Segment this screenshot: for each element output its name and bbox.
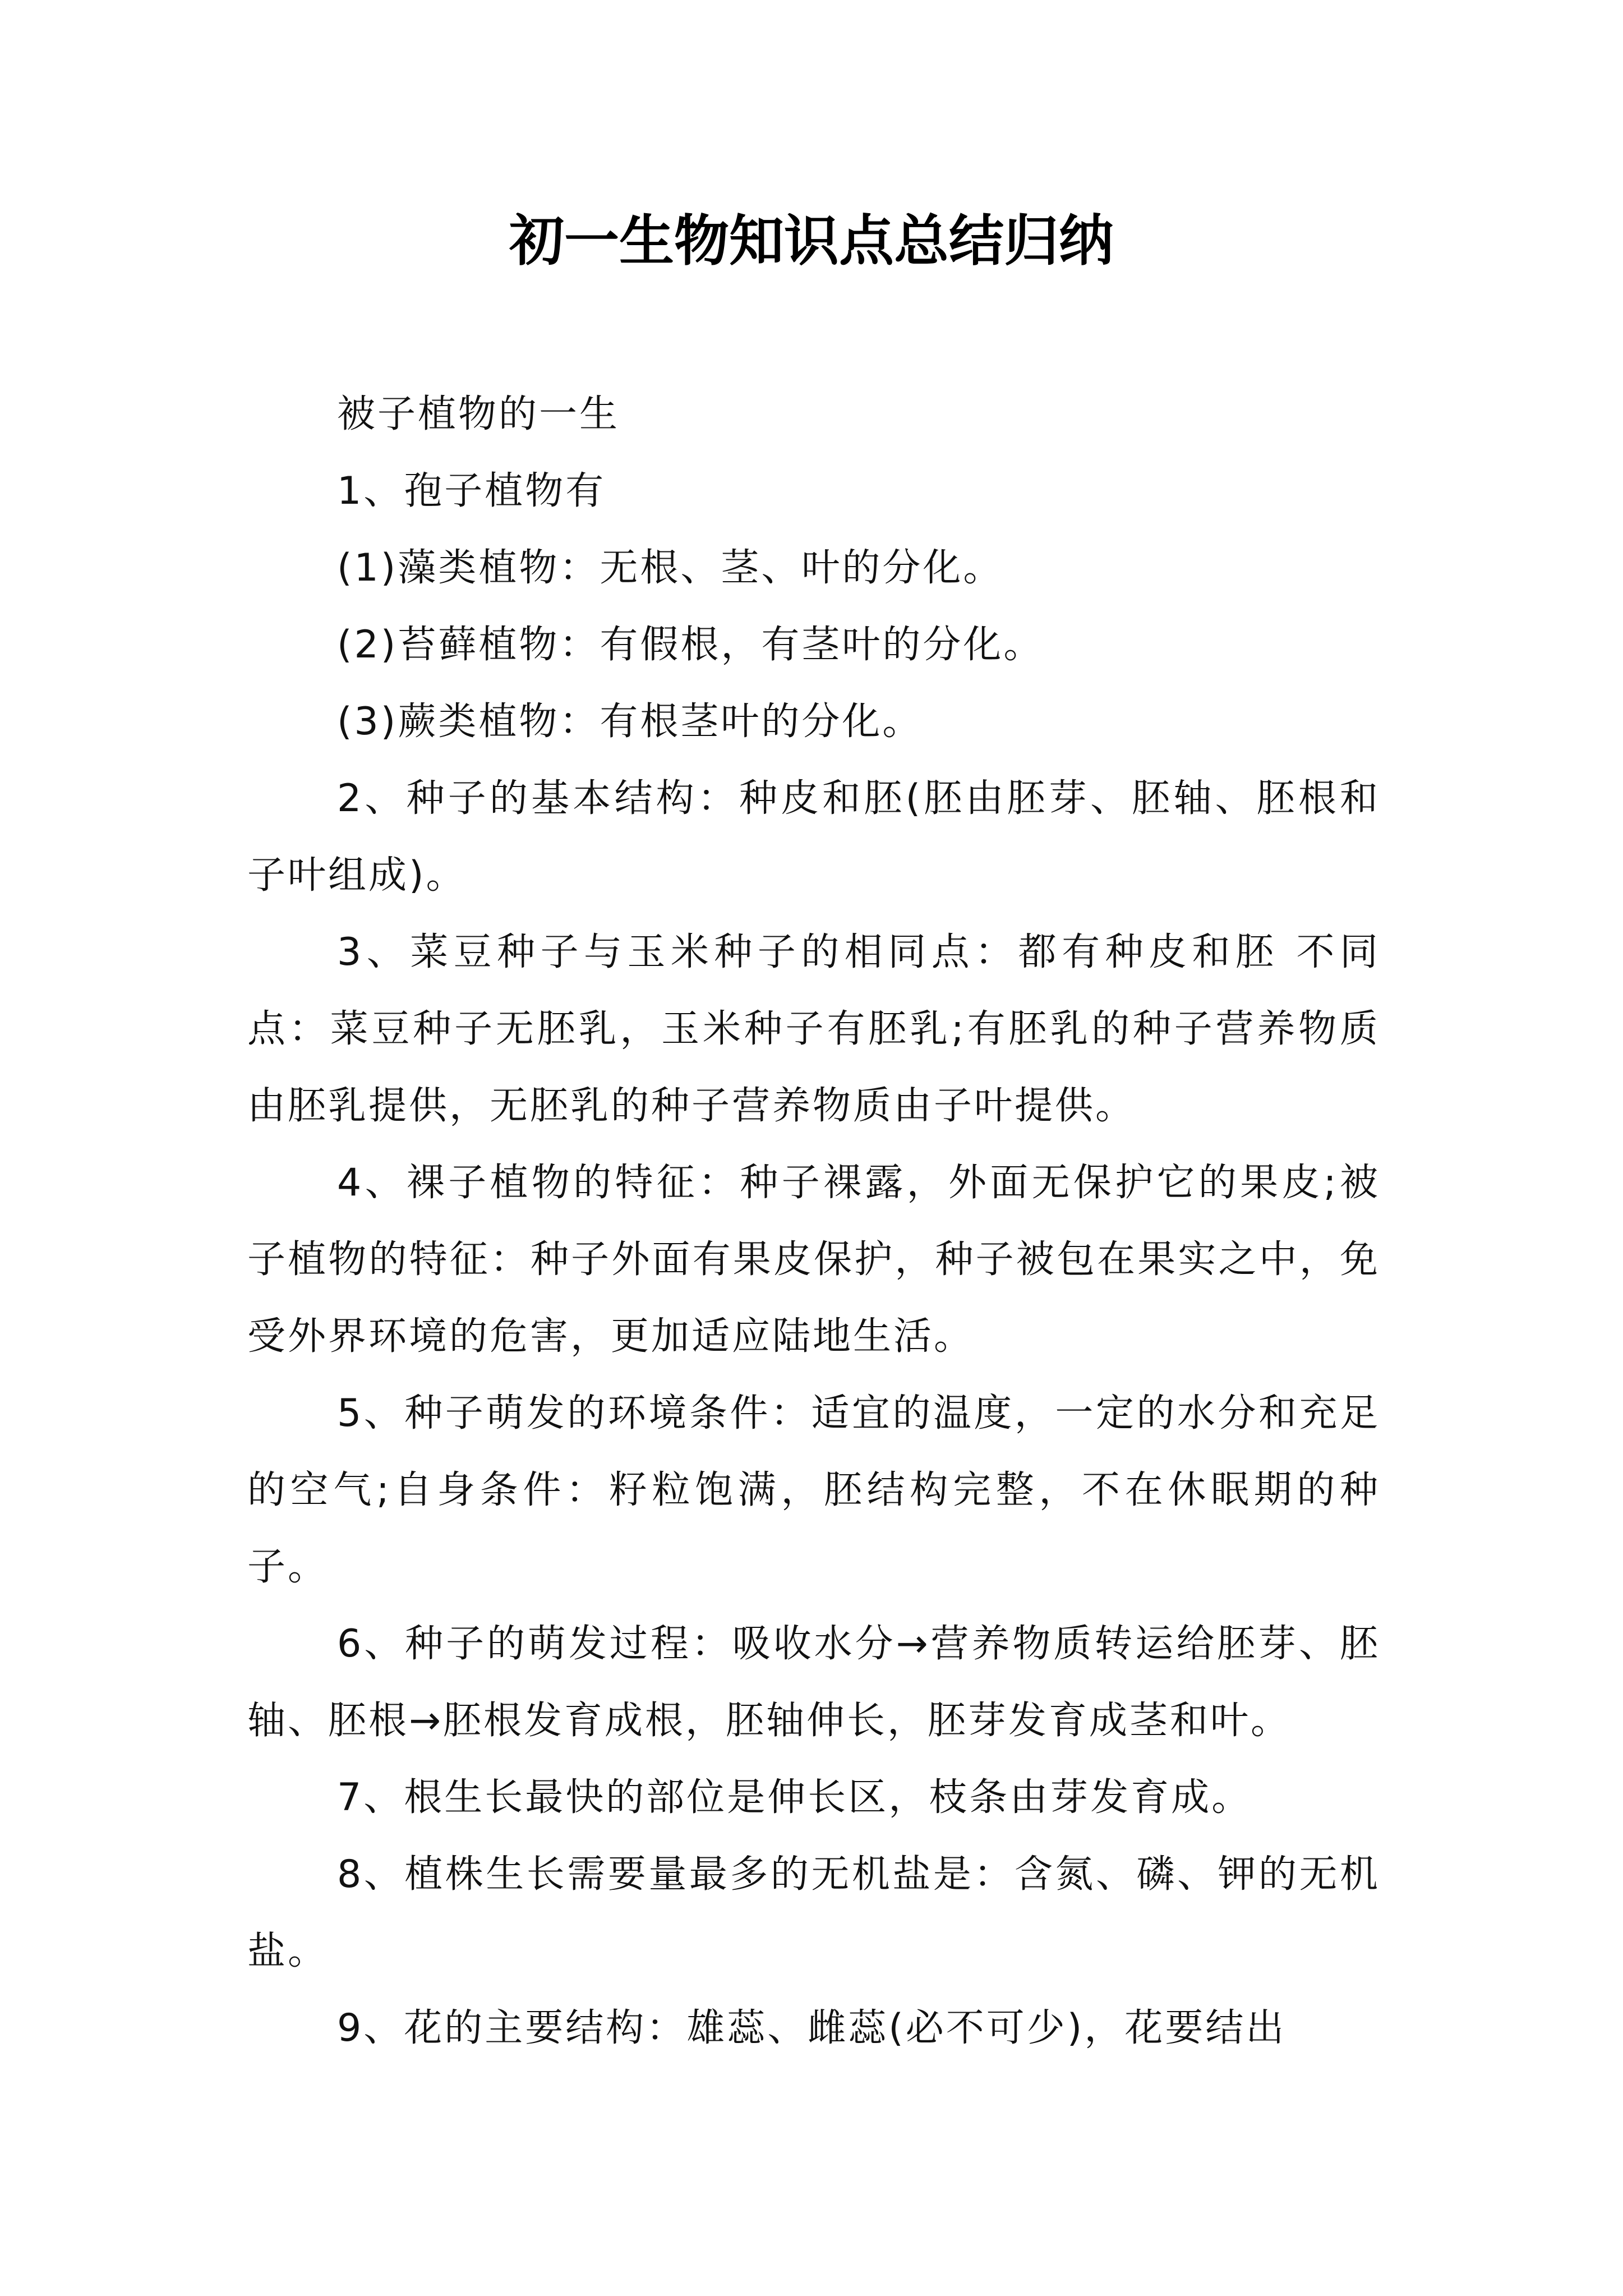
paragraph-7: 7、根生长最快的部位是伸长区，枝条由芽发育成。: [337, 1775, 1252, 1820]
paragraph-9: 9、花的主要结构：雄蕊、雌蕊(必不可少)，花要结出: [337, 2006, 1287, 2050]
paragraph-5: 5、种子萌发的环境条件：适宜的温度，一定的水分和充足的空气;自身条件：籽粒饱满，胚结构完整，不在休眠期的种子。: [247, 1391, 1380, 1589]
document-body: [247, 376, 1380, 2067]
paragraph-4: 4、裸子植物的特征：种子裸露，外面无保护它的果皮;被子植物的特征：种子外面有果皮保护，种子被包在果实之中，免受外界环境的危害，更加适应陆地生活。: [247, 1161, 1380, 1359]
paragraph-1-2: (2)苔藓植物：有假根，有茎叶的分化。: [337, 623, 1044, 667]
section-heading: 被子植物的一生: [337, 392, 620, 436]
document-title: 初一生物知识点总结归纳: [509, 209, 1114, 273]
paragraph-8: 8、植株生长需要量最多的无机盐是：含氮、磷、钾的无机盐。: [247, 1852, 1380, 1973]
paragraph-3: 3、菜豆种子与玉米种子的相同点：都有种皮和胚 不同点：菜豆种子无胚乳，玉米种子有胚乳;有胚乳的种子营养物质由胚乳提供，无胚乳的种子营养物质由子叶提供。: [247, 930, 1380, 1128]
paragraph-1-1: (1)藻类植物：无根、茎、叶的分化。: [337, 546, 1004, 590]
paragraph-1-3: (3)蕨类植物：有根茎叶的分化。: [337, 700, 923, 744]
paragraph-1: 1、孢子植物有: [337, 469, 606, 513]
paragraph-6: 6、种子的萌发过程：吸收水分→营养物质转运给胚芽、胚轴、胚根→胚根发育成根，胚轴伸长，胚芽发育成茎和叶。: [247, 1622, 1380, 1743]
paragraph-2: 2、种子的基本结构：种皮和胚(胚由胚芽、胚轴、胚根和子叶组成)。: [247, 776, 1380, 898]
